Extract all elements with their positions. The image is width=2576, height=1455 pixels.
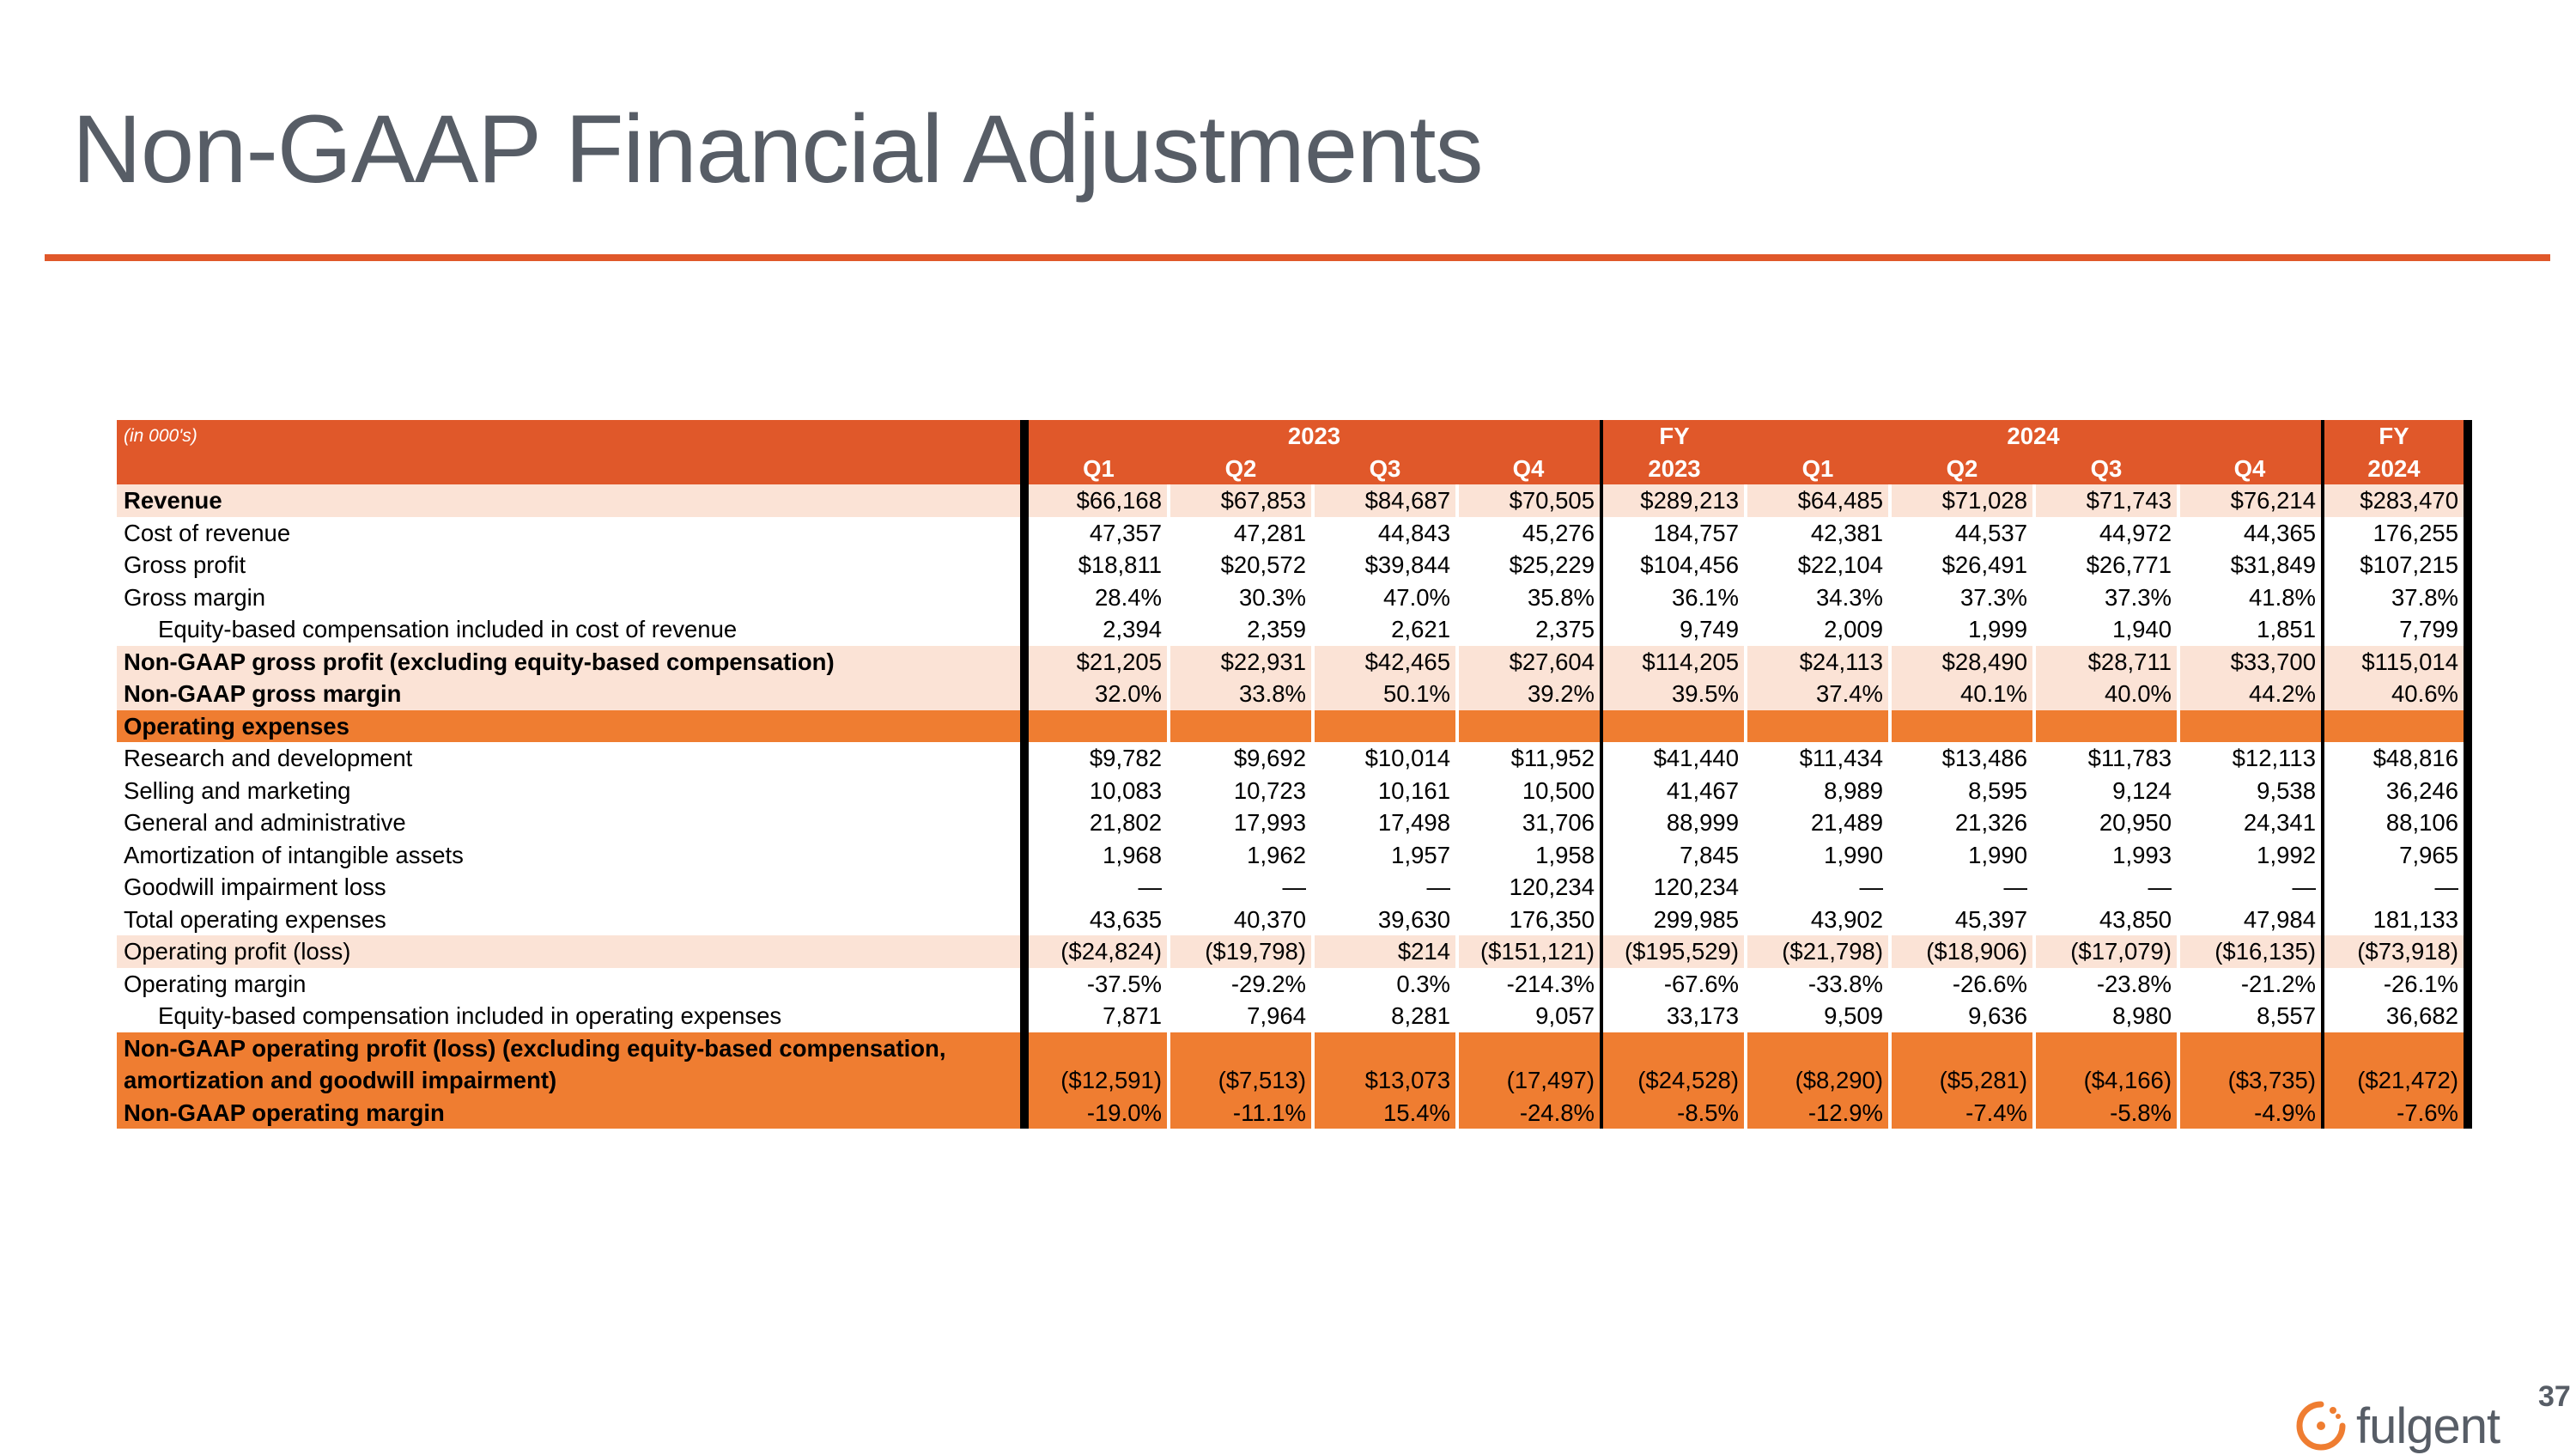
table-cell: $48,816 (2323, 742, 2468, 775)
table-cell: 184,757 (1601, 517, 1746, 550)
table-row (117, 646, 2468, 679)
table-cell: — (1024, 871, 1169, 904)
row-label: Equity-based compensation included in operating expenses (158, 1002, 782, 1029)
table-cell: 8,557 (2178, 1000, 2323, 1032)
table-cell: 39.5% (1601, 678, 1746, 710)
table-cell: 9,538 (2178, 775, 2323, 807)
table-cell: 21,326 (1890, 807, 2034, 839)
year-2023-header: 2023 (1024, 420, 1601, 453)
table-cell: 1,851 (2178, 613, 2323, 646)
table-cell: 10,723 (1169, 775, 1313, 807)
table-cell: 88,106 (2323, 807, 2468, 839)
table-cell: $10,014 (1313, 742, 1457, 775)
table-cell: 24,341 (2178, 807, 2323, 839)
table-row (117, 871, 2468, 904)
table-cell: ($19,798) (1169, 935, 1313, 968)
table-row (117, 1097, 2468, 1129)
table-cell: $214 (1313, 935, 1457, 968)
row-label: Operating margin (124, 970, 307, 997)
col-fy-2023: 2023 (1601, 453, 1746, 485)
table-cell: 44,537 (1890, 517, 2034, 550)
row-label: Non-GAAP gross profit (excluding equity-based compensation) (117, 646, 1024, 679)
table-cell: 41,467 (1601, 775, 1746, 807)
table-cell: $11,434 (1746, 742, 1890, 775)
table-cell: 47.0% (1313, 581, 1457, 614)
col-fy-2024: 2024 (2323, 453, 2468, 485)
table-cell: $24,113 (1746, 646, 1890, 679)
table-row (117, 484, 2468, 517)
table-cell: $39,844 (1313, 549, 1457, 581)
table-cell: 47,281 (1169, 517, 1313, 550)
row-label: Revenue (117, 484, 1024, 517)
table-cell (1313, 710, 1457, 743)
table-cell: (17,497) (1457, 1032, 1601, 1097)
table-cell: 8,980 (2034, 1000, 2178, 1032)
table-cell: 176,255 (2323, 517, 2468, 550)
table-cell: -29.2% (1169, 968, 1313, 1001)
table-cell: $25,229 (1457, 549, 1601, 581)
table-cell: 176,350 (1457, 904, 1601, 936)
table-row (117, 904, 2468, 936)
table-cell: -21.2% (2178, 968, 2323, 1001)
table-cell: 8,281 (1313, 1000, 1457, 1032)
table-cell: 1,940 (2034, 613, 2178, 646)
table-cell: -33.8% (1746, 968, 1890, 1001)
table-cell: 36.1% (1601, 581, 1746, 614)
table-cell: 40.1% (1890, 678, 2034, 710)
table-cell: -7.6% (2323, 1097, 2468, 1129)
table-cell: $67,853 (1169, 484, 1313, 517)
table-cell: 32.0% (1024, 678, 1169, 710)
table-cell (1601, 710, 1746, 743)
col-2024-q2: Q2 (1890, 453, 2034, 485)
row-label (117, 1032, 1024, 1097)
table-cell: 45,276 (1457, 517, 1601, 550)
table-row (117, 678, 2468, 710)
table-cell: $9,782 (1024, 742, 1169, 775)
table-body (117, 484, 2468, 1129)
row-label: Selling and marketing (124, 776, 351, 804)
table-cell (1457, 710, 1601, 743)
table-cell: $114,205 (1601, 646, 1746, 679)
table-cell: -26.1% (2323, 968, 2468, 1001)
table-cell: $41,440 (1601, 742, 1746, 775)
table-cell: 37.4% (1746, 678, 1890, 710)
table-cell: ($17,079) (2034, 935, 2178, 968)
table-cell: $31,849 (2178, 549, 2323, 581)
table-cell: ($4,166) (2034, 1032, 2178, 1097)
table-cell: 10,161 (1313, 775, 1457, 807)
table-cell: 1,962 (1169, 839, 1313, 872)
row-label: Goodwill impairment loss (124, 874, 386, 900)
table-cell: ($3,735) (2178, 1032, 2323, 1097)
table-cell: $107,215 (2323, 549, 2468, 581)
table-cell: $28,490 (1890, 646, 2034, 679)
table-cell: $26,771 (2034, 549, 2178, 581)
table-cell: ($24,824) (1024, 935, 1169, 968)
table-cell: 33.8% (1169, 678, 1313, 710)
table-cell: 1,957 (1313, 839, 1457, 872)
table-cell: 120,234 (1601, 871, 1746, 904)
fy-2023-header-top: FY (1601, 420, 1746, 453)
table-cell: $11,783 (2034, 742, 2178, 775)
col-2023-q3: Q3 (1313, 453, 1457, 485)
table-cell: — (1313, 871, 1457, 904)
table-cell: $22,931 (1169, 646, 1313, 679)
table-cell: 2,394 (1024, 613, 1169, 646)
table-cell: 44,843 (1313, 517, 1457, 550)
table-cell (1169, 710, 1313, 743)
table-cell: 9,509 (1746, 1000, 1890, 1032)
table-cell: 88,999 (1601, 807, 1746, 839)
table-cell: 40.0% (2034, 678, 2178, 710)
table-cell: ($24,528) (1601, 1032, 1746, 1097)
row-label: Operating expenses (117, 710, 1024, 743)
table-cell: 1,990 (1890, 839, 2034, 872)
table-row (117, 775, 2468, 807)
table-cell: 21,802 (1024, 807, 1169, 839)
table-cell (2178, 710, 2323, 743)
table-cell: 50.1% (1313, 678, 1457, 710)
table-row (117, 807, 2468, 839)
table-cell: -8.5% (1601, 1097, 1746, 1129)
table-cell: 2,359 (1169, 613, 1313, 646)
table-cell: 17,498 (1313, 807, 1457, 839)
table-cell: $12,113 (2178, 742, 2323, 775)
table-cell: 45,397 (1890, 904, 2034, 936)
row-label: General and administrative (124, 809, 406, 836)
table-cell: 41.8% (2178, 581, 2323, 614)
table-row (117, 517, 2468, 550)
table-cell: 30.3% (1169, 581, 1313, 614)
table-cell: $13,073 (1313, 1032, 1457, 1097)
table-cell: $84,687 (1313, 484, 1457, 517)
table-cell: $11,952 (1457, 742, 1601, 775)
fy-2024-header-top: FY (2323, 420, 2468, 453)
header-row-quarters (117, 453, 2468, 485)
table-cell: — (2323, 871, 2468, 904)
table-row (117, 968, 2468, 1001)
table-cell: 44,365 (2178, 517, 2323, 550)
table-cell: 9,636 (1890, 1000, 2034, 1032)
table-cell: 9,749 (1601, 613, 1746, 646)
row-label: Gross margin (124, 583, 266, 611)
row-label: Research and development (124, 745, 413, 771)
table-cell: 21,489 (1746, 807, 1890, 839)
table-cell: 7,965 (2323, 839, 2468, 872)
table-cell: 39.2% (1457, 678, 1601, 710)
table-cell: 39,630 (1313, 904, 1457, 936)
table-cell: $22,104 (1746, 549, 1890, 581)
table-cell: 47,984 (2178, 904, 2323, 936)
page-title: Non-GAAP Financial Adjustments (72, 95, 1483, 203)
table-cell: -19.0% (1024, 1097, 1169, 1129)
table-cell: 7,871 (1024, 1000, 1169, 1032)
table-cell: 34.3% (1746, 581, 1890, 614)
table-cell: $70,505 (1457, 484, 1601, 517)
table-cell: 40.6% (2323, 678, 2468, 710)
table-cell: 2,621 (1313, 613, 1457, 646)
table-cell: ($21,798) (1746, 935, 1890, 968)
table-cell: 43,850 (2034, 904, 2178, 936)
table-row (117, 613, 2468, 646)
table-cell: 20,950 (2034, 807, 2178, 839)
table-cell (2323, 710, 2468, 743)
table-cell (1890, 710, 2034, 743)
row-label: Total operating expenses (124, 905, 386, 933)
table-cell: $115,014 (2323, 646, 2468, 679)
table-row (117, 710, 2468, 743)
table-cell: $27,604 (1457, 646, 1601, 679)
table-cell: 43,635 (1024, 904, 1169, 936)
table-cell: ($151,121) (1457, 935, 1601, 968)
page-number: 37 (2538, 1380, 2571, 1413)
table-cell: 1,992 (2178, 839, 2323, 872)
table-cell: $71,743 (2034, 484, 2178, 517)
table-row (117, 549, 2468, 581)
row-label: Cost of revenue (124, 519, 291, 546)
table-cell: 7,799 (2323, 613, 2468, 646)
table-cell: 37.3% (1890, 581, 2034, 614)
table-cell: 181,133 (2323, 904, 2468, 936)
table-cell: $9,692 (1169, 742, 1313, 775)
table-cell: 36,246 (2323, 775, 2468, 807)
row-label: Amortization of intangible assets (124, 841, 464, 868)
table-cell: 36,682 (2323, 1000, 2468, 1032)
company-logo (2293, 1397, 2500, 1454)
table-cell: 35.8% (1457, 581, 1601, 614)
table-cell: $71,028 (1890, 484, 2034, 517)
units-note: (in 000's) (117, 420, 1024, 453)
table-cell: -12.9% (1746, 1097, 1890, 1129)
table-cell: $289,213 (1601, 484, 1746, 517)
table-cell: ($12,591) (1024, 1032, 1169, 1097)
table-cell: — (2034, 871, 2178, 904)
table-cell: 28.4% (1024, 581, 1169, 614)
fulgent-mark-icon (2293, 1397, 2349, 1454)
row-label: Equity-based compensation included in cost of revenue (158, 616, 738, 642)
table-row (117, 1032, 2468, 1097)
table-cell: 1,999 (1890, 613, 2034, 646)
table-cell: -4.9% (2178, 1097, 2323, 1129)
col-2023-q4: Q4 (1457, 453, 1601, 485)
year-2024-header: 2024 (1746, 420, 2323, 453)
table-cell: 120,234 (1457, 871, 1601, 904)
table-cell (1024, 710, 1169, 743)
table-cell: 2,009 (1746, 613, 1890, 646)
table-cell: ($21,472) (2323, 1032, 2468, 1097)
table-cell: 42,381 (1746, 517, 1890, 550)
table-cell: 9,057 (1457, 1000, 1601, 1032)
row-label-line2: amortization and goodwill impairment) (124, 1067, 557, 1093)
table-cell: 7,845 (1601, 839, 1746, 872)
table-cell: $104,456 (1601, 549, 1746, 581)
col-2023-q2: Q2 (1169, 453, 1313, 485)
table-cell: ($7,513) (1169, 1032, 1313, 1097)
table-cell: $26,491 (1890, 549, 2034, 581)
table-cell: $13,486 (1890, 742, 2034, 775)
logo-text: fulgent (2356, 1397, 2500, 1454)
table-cell: 37.3% (2034, 581, 2178, 614)
table-cell: — (1890, 871, 2034, 904)
table-cell: ($18,906) (1890, 935, 2034, 968)
table-cell: 299,985 (1601, 904, 1746, 936)
table-cell: — (2178, 871, 2323, 904)
header-row-years (117, 420, 2468, 453)
table-cell: 0.3% (1313, 968, 1457, 1001)
table-cell: -23.8% (2034, 968, 2178, 1001)
table-cell: $76,214 (2178, 484, 2323, 517)
table-cell: 37.8% (2323, 581, 2468, 614)
row-label: Gross profit (124, 551, 246, 578)
table-cell: 1,990 (1746, 839, 1890, 872)
table-cell: $283,470 (2323, 484, 2468, 517)
row-label: Operating profit (loss) (117, 935, 1024, 968)
table-cell: $66,168 (1024, 484, 1169, 517)
table-cell: ($73,918) (2323, 935, 2468, 968)
table-cell: -5.8% (2034, 1097, 2178, 1129)
table-cell: 10,083 (1024, 775, 1169, 807)
table-cell: $64,485 (1746, 484, 1890, 517)
table-cell: 2,375 (1457, 613, 1601, 646)
table-cell: ($195,529) (1601, 935, 1746, 968)
table-cell: 40,370 (1169, 904, 1313, 936)
table-cell (2034, 710, 2178, 743)
table-cell: — (1169, 871, 1313, 904)
col-2023-q1: Q1 (1024, 453, 1169, 485)
table-cell: 8,989 (1746, 775, 1890, 807)
table-cell: ($8,290) (1746, 1032, 1890, 1097)
table-cell: $18,811 (1024, 549, 1169, 581)
table-cell (1746, 710, 1890, 743)
table-cell: 9,124 (2034, 775, 2178, 807)
table-cell: $42,465 (1313, 646, 1457, 679)
col-2024-q1: Q1 (1746, 453, 1890, 485)
row-label: Non-GAAP operating margin (117, 1097, 1024, 1129)
table-cell: 47,357 (1024, 517, 1169, 550)
table-cell: 33,173 (1601, 1000, 1746, 1032)
table-cell: 1,968 (1024, 839, 1169, 872)
table-row (117, 839, 2468, 872)
table-row (117, 1000, 2468, 1032)
table-row (117, 742, 2468, 775)
row-label: Non-GAAP gross margin (117, 678, 1024, 710)
table-row (117, 581, 2468, 614)
table-cell: $33,700 (2178, 646, 2323, 679)
table-cell: -37.5% (1024, 968, 1169, 1001)
table-cell: 31,706 (1457, 807, 1601, 839)
table-cell: -26.6% (1890, 968, 2034, 1001)
table-cell: -11.1% (1169, 1097, 1313, 1129)
table-cell: -24.8% (1457, 1097, 1601, 1129)
table-cell: 44.2% (2178, 678, 2323, 710)
title-divider (45, 254, 2550, 261)
table-cell: $21,205 (1024, 646, 1169, 679)
table-cell: 8,595 (1890, 775, 2034, 807)
table-cell: 10,500 (1457, 775, 1601, 807)
table-cell: 44,972 (2034, 517, 2178, 550)
table-cell: 17,993 (1169, 807, 1313, 839)
table-cell: 43,902 (1746, 904, 1890, 936)
table-cell: 1,958 (1457, 839, 1601, 872)
table-cell: — (1746, 871, 1890, 904)
table-row (117, 935, 2468, 968)
row-label-line1: Non-GAAP operating profit (loss) (excluding equity-based compensation, (124, 1034, 946, 1062)
table-cell: 1,993 (2034, 839, 2178, 872)
table-cell: $20,572 (1169, 549, 1313, 581)
col-2024-q4: Q4 (2178, 453, 2323, 485)
table-cell: -67.6% (1601, 968, 1746, 1001)
table-cell: 15.4% (1313, 1097, 1457, 1129)
table-cell: -7.4% (1890, 1097, 2034, 1129)
table-cell: ($5,281) (1890, 1032, 2034, 1097)
table-cell: 7,964 (1169, 1000, 1313, 1032)
table-cell: -214.3% (1457, 968, 1601, 1001)
table-cell: $28,711 (2034, 646, 2178, 679)
table-cell: ($16,135) (2178, 935, 2323, 968)
financial-table (117, 420, 2472, 1129)
col-2024-q3: Q3 (2034, 453, 2178, 485)
